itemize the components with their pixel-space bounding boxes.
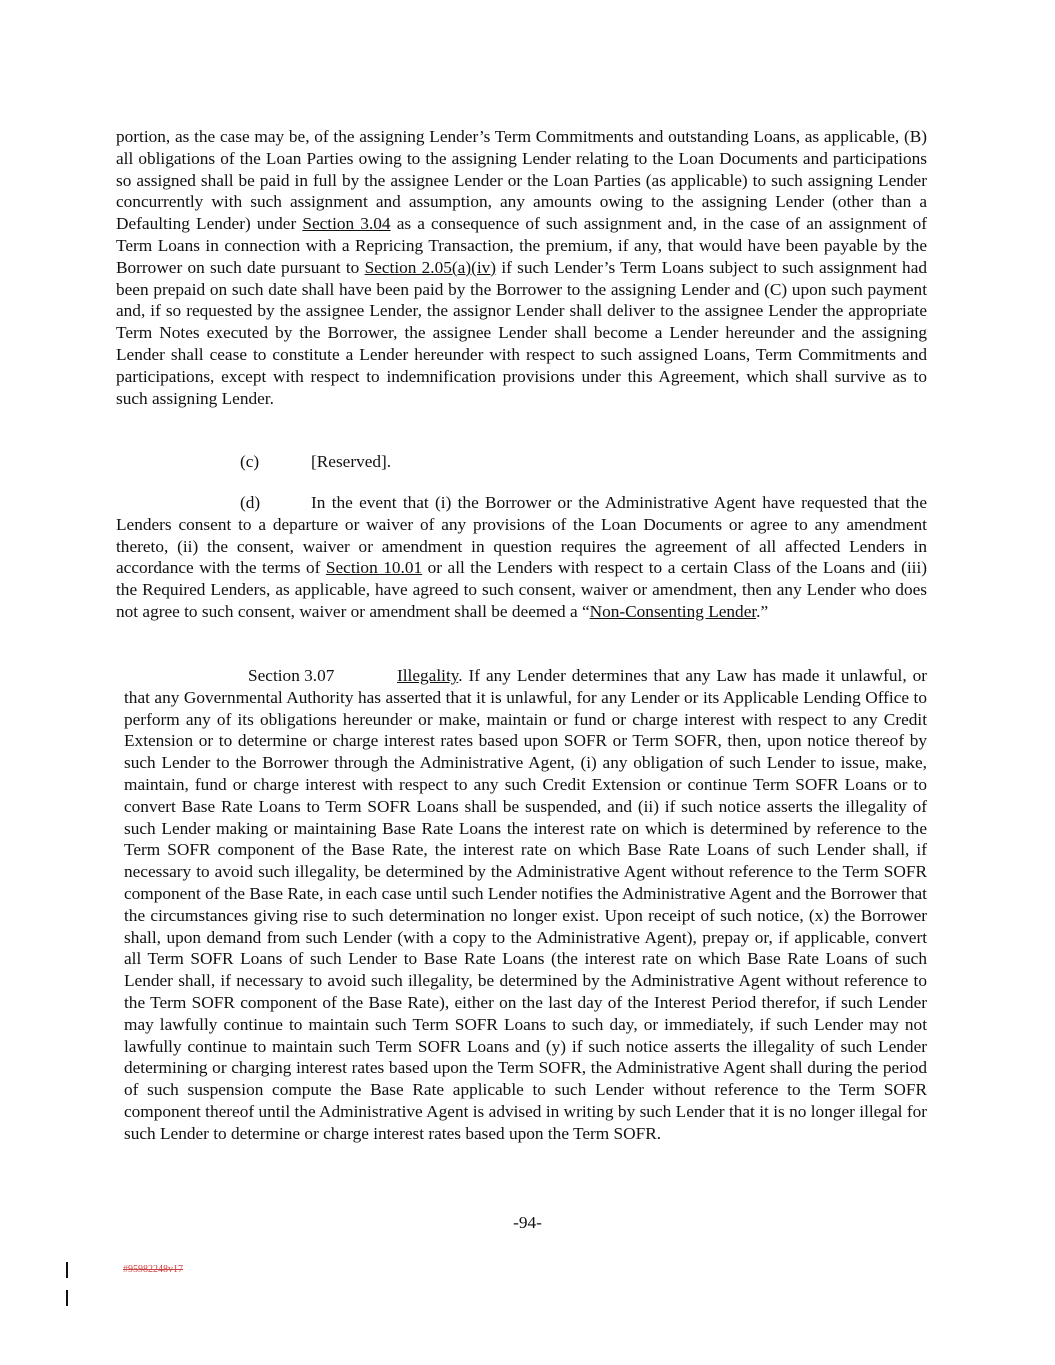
- section-number: Section 3.07: [248, 666, 335, 685]
- page-number: -94-: [513, 1213, 542, 1232]
- paragraph-assignment-continuation: [116, 126, 927, 409]
- text-run: In the event that (i) the Borrower or the Administrative Agent have requested that the Lenders consent to a departure or waiver of any provisions of the Loan Documents or agree to any amendment thereto, (ii) the consent, waiver or amendment in question requires the agreement of all affected Lenders in accordance with the terms of: [116, 493, 927, 578]
- clause-label-d: (d): [240, 493, 261, 512]
- cross-reference-section-3-04: Section 3.04: [302, 214, 391, 234]
- text-run: if such Lender’s Term Loans subject to such assignment had been prepaid on such date shall have been paid by the Borrower to the assigning Lender and (C) upon such payment and, if so requested by the assignee Lender, the assignor Lender shall deliver to the assignee Lender the appropriate Term Notes executed by the Borrower, the assignee Lender shall become a Lender hereunder and the assigning Lender shall cease to constitute a Lender hereunder with respect to such assigned Loans, Term Commitments and participations, except with respect to indemnification provisions under this Agreement, which shall survive as to such assigning Lender.: [116, 257, 928, 408]
- section-heading: Illegality: [397, 666, 459, 685]
- clause-label-c: (c): [240, 452, 260, 471]
- text-run: portion, as the case may be, of the assigning Lender’s Term Commitments and outstanding Loans, as applicable, (B) all obligations of the Loan Parties owing to the assigning Lender relating to the Loan Documents and participations so assigned shall be paid in full by the assignee Lender or the Loan Parties (as applicable) to such assigning Lender concurrently with such assignment and assumption, any amounts owing to the assigning Lender (other than a Defaulting Lender) under: [116, 127, 927, 234]
- section-3-07-illegality: [124, 665, 927, 1145]
- text-run: or all the Lenders with respect to a certain Class of the Loans and (iii) the Required Lenders, as applicable, have agreed to such consent, waiver or amendment, then any Lender who does not agree to such consent, waiver or amendment shall be deemed a “: [116, 558, 927, 621]
- cross-reference-section-10-01: Section 10.01: [325, 558, 423, 578]
- defined-term-non-consenting-lender: Non-Consenting Lender: [589, 601, 757, 621]
- paragraph-d: [116, 492, 927, 623]
- cross-reference-section-2-05: Section 2.05(a)(iv): [364, 257, 497, 277]
- section-body-text: . If any Lender determines that any Law has made it unlawful, or that any Governmental Authority has asserted that it is unlawful, for any Lender or its Applicable Lending Office to perform any of its obligations hereunder or make, maintain or fund or charge interest with respect to any Credit Extension or to determine or charge interest rates based upon SOFR or Term SOFR, then, upon notice thereof by such Lender to the Borrower through the Administrative Agent, (i) any obligation of such Lender to issue, make, maintain, fund or charge interest with respect to any such Credit Extension or continue Term SOFR Loans or to convert Base Rate Loans to Term SOFR Loans shall be suspended, and (ii) if such notice asserts the illegality of such Lender making or maintaining Base Rate Loans the interest rate on which is determined by reference to the Term SOFR component of the Base Rate, the interest rate on which Base Rate Loans of such Lender shall, if necessary to avoid such illegality, be determined by the Administrative Agent without reference to the Term SOFR component of the Base Rate, in each case until such Lender notifies the Administrative Agent and the Borrower that the circumstances giving rise to such determination no longer exist. Upon receipt of such notice, (x) the Borrower shall, upon demand from such Lender (with a copy to the Administrative Agent), prepay or, if applicable, convert all Term SOFR Loans of such Lender to Base Rate Loans (the interest rate on which Base Rate Loans of such Lender shall, if necessary to avoid such illegality, be determined by the Administrative Agent without reference to the Term SOFR component of the Base Rate), either on the last day of the Interest Period therefor, if such Lender may lawfully continue to maintain such Term SOFR Loans to such day, or immediately, if such Lender may not lawfully continue to maintain such Term SOFR Loans and (y) if such notice asserts the illegality of such Lender determining or charging interest rates based upon the Term SOFR, the Administrative Agent shall during the period of such suspension compute the Base Rate applicable to such Lender without reference to the Term SOFR component thereof until the Administrative Agent is advised in writing by such Lender that it is no longer illegal for such Lender to determine or charge interest rates based upon the Term SOFR.: [124, 666, 927, 1143]
- change-bar: [66, 1290, 68, 1306]
- text-run: as a consequence of such assignment and, in the case of an assignment of Term Loans in connection with a Repricing Transaction, the premium, if any, that would have been payable by the Borrower on such date pursuant to: [116, 214, 927, 277]
- paragraph-c: [240, 451, 391, 473]
- document-id: #95982248v17: [123, 1264, 183, 1275]
- text-run: .”: [756, 601, 769, 621]
- change-bar: [66, 1262, 68, 1278]
- clause-text-reserved: [Reserved].: [311, 452, 392, 471]
